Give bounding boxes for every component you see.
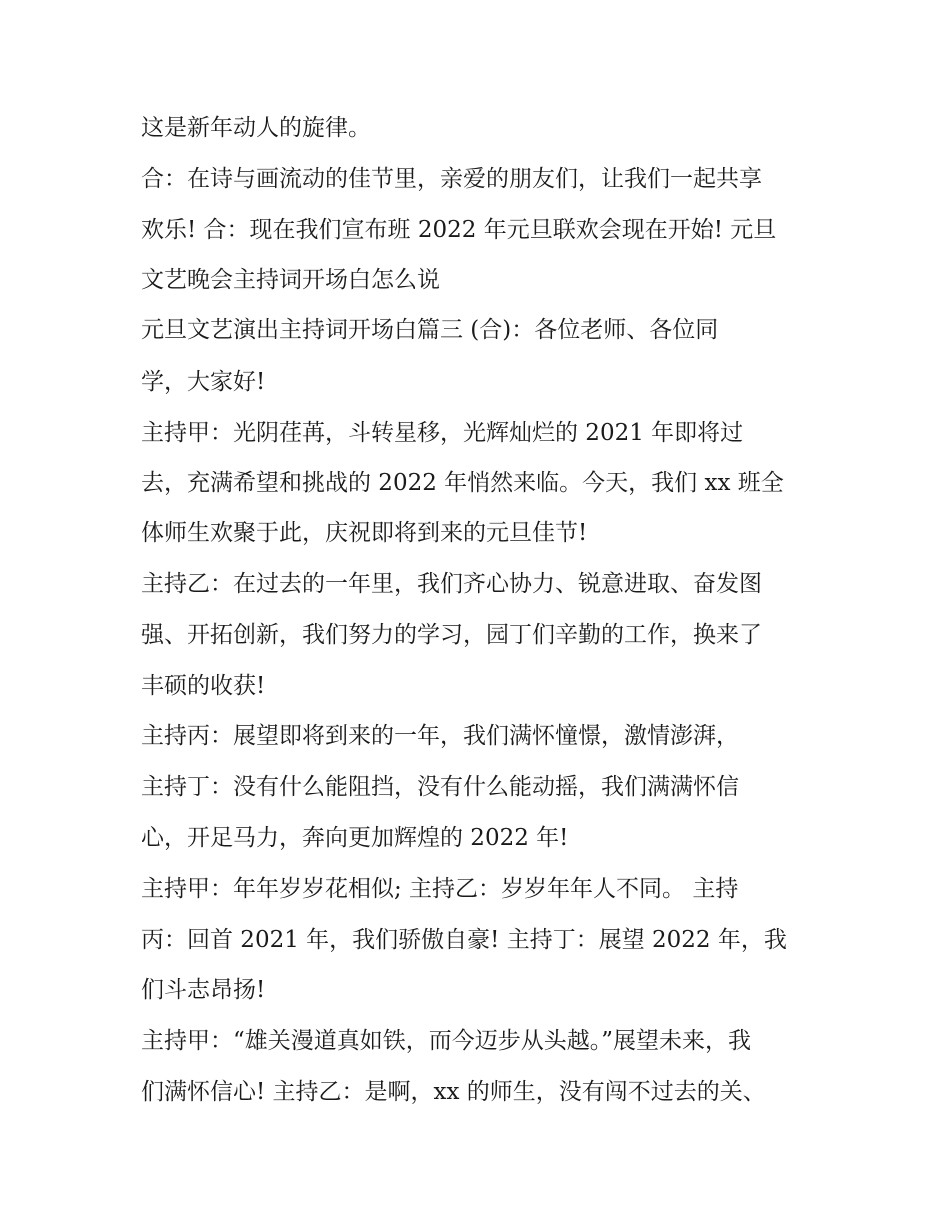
- text-line: 主持丙：展望即将到来的一年，我们满怀憧憬，激情澎湃，: [141, 723, 739, 749]
- text-line: 文艺晚会主持词开场白怎么说: [141, 267, 440, 293]
- text-line: 元旦文艺演出主持词开场白篇三 (合)：各位老师、各位同: [141, 317, 719, 343]
- text-line: 们满怀信心! 主持乙：是啊，xx 的师生，没有闯不过去的关、: [141, 1079, 766, 1105]
- text-line: 主持甲：年年岁岁花相似; 主持乙：岁岁年年人不同。 主持: [141, 876, 739, 902]
- text-line: 强、开拓创新，我们努力的学习，园丁们辛勤的工作，换来了: [141, 622, 762, 648]
- text-line: 合：在诗与画流动的佳节里，亲爱的朋友们，让我们一起共享: [141, 166, 762, 192]
- text-line: 主持甲：“雄关漫道真如铁，而今迈步从头越。”展望未来，我: [141, 1028, 752, 1054]
- text-line: 们斗志昂扬!: [141, 977, 266, 1003]
- text-line: 去，充满希望和挑战的 2022 年悄然来临。今天，我们 xx 班全: [141, 470, 784, 496]
- text-line: 丰硕的收获!: [141, 673, 266, 699]
- text-line: 主持丁：没有什么能阻挡，没有什么能动摇，我们满满怀信: [141, 774, 739, 800]
- text-line: 这是新年动人的旋律。: [141, 115, 371, 141]
- text-line: 主持甲：光阴荏苒，斗转星移，光辉灿烂的 2021 年即将过: [141, 420, 744, 446]
- text-line: 欢乐! 合：现在我们宣布班 2022 年元旦联欢会现在开始! 元旦: [141, 217, 777, 243]
- text-line: 学，大家好!: [141, 369, 266, 395]
- text-line: 丙：回首 2021 年，我们骄傲自豪! 主持丁：展望 2022 年，我: [141, 927, 787, 953]
- text-line: 主持乙：在过去的一年里，我们齐心协力、锐意进取、奋发图: [141, 571, 762, 597]
- text-line: 体师生欢聚于此，庆祝即将到来的元旦佳节!: [141, 520, 588, 546]
- text-line: 心，开足马力，奔向更加辉煌的 2022 年!: [141, 825, 569, 851]
